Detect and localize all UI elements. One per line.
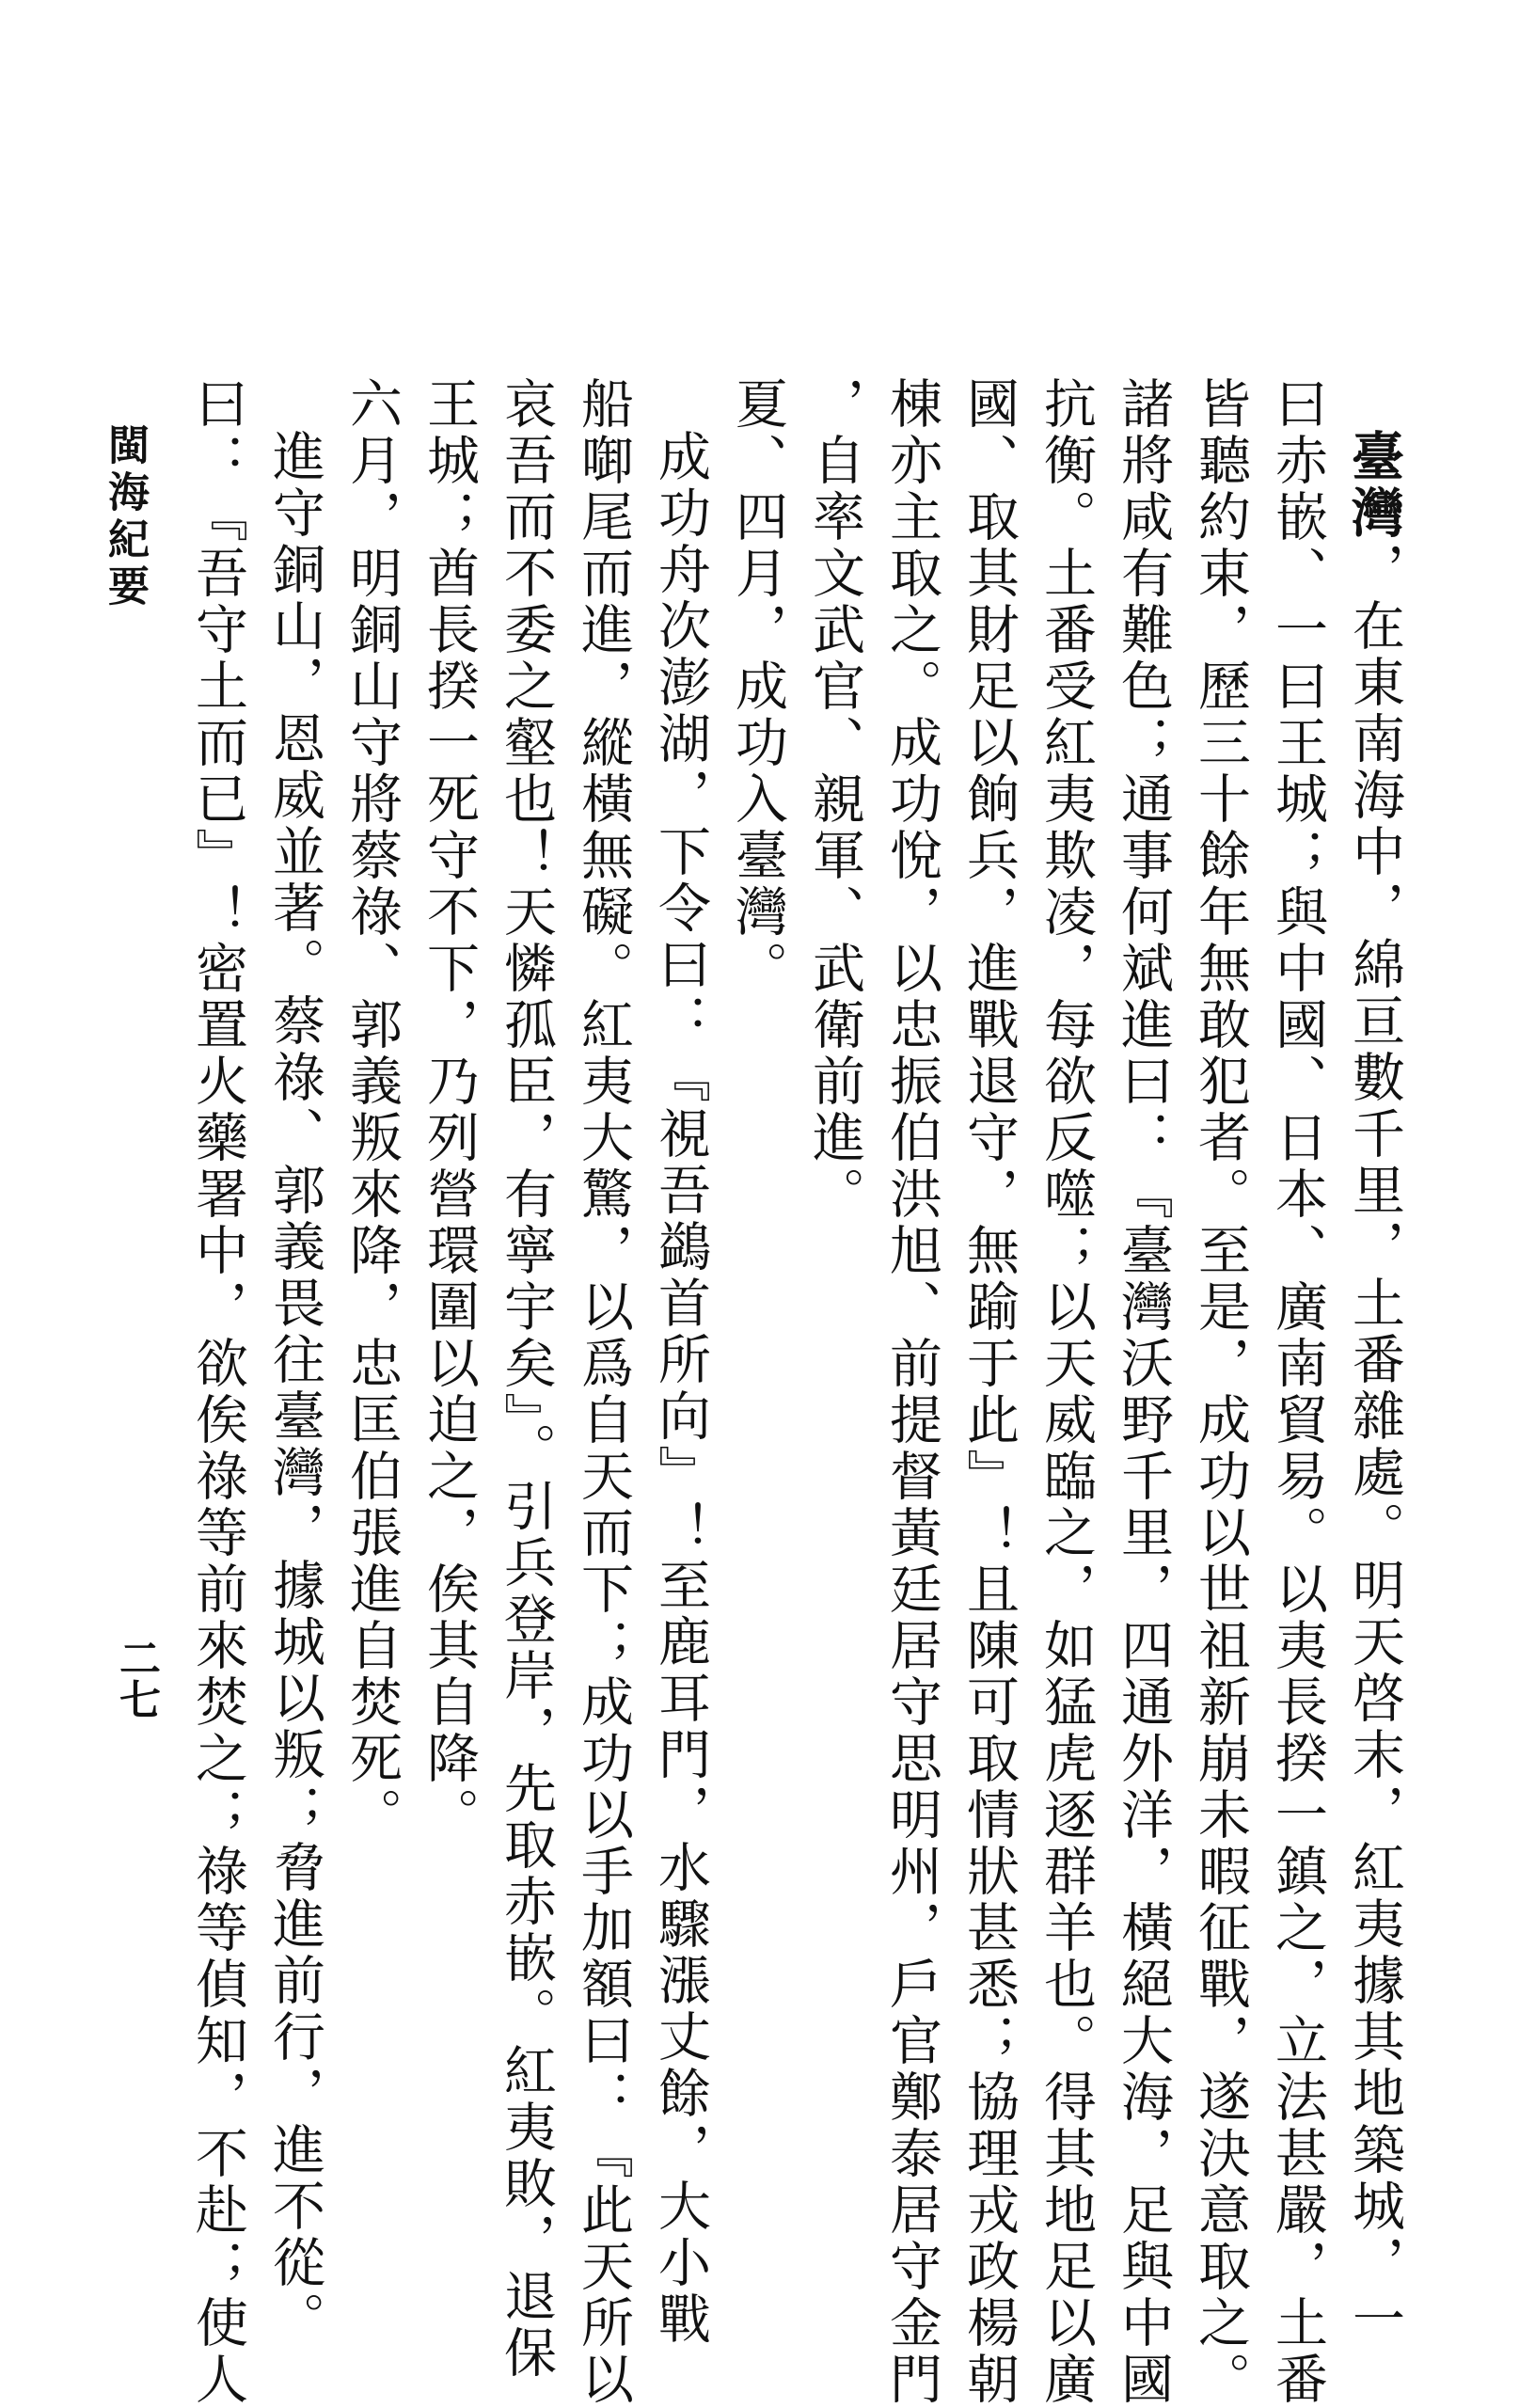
text-column-1 <box>1336 376 1413 2348</box>
section-heading-summer: 夏、四月，成功入臺灣。 <box>727 376 788 997</box>
running-title: 閩海紀要 <box>101 423 149 611</box>
page-number: 二七 <box>112 1637 160 1719</box>
heading-word: 臺灣 <box>1343 429 1405 542</box>
column-text: ，在東南海中，綿亘數千里，土番雜處。明天啓末，紅夷據其地築城，一 <box>1344 542 1405 2348</box>
text-column-15: 進守銅山，恩威並著。蔡祿、郭義畏往臺灣，據城以叛；脅進前行，進不從。 <box>264 429 325 2348</box>
text-column-8: ，自率文武官、親軍、武衛前進。 <box>804 376 865 1223</box>
text-column-11: 船啣尾而進，縱橫無礙。紅夷大驚，以爲自天而下；成功以手加額曰：『此天所以 <box>573 376 634 2408</box>
text-column-10: 成功舟次澎湖，下令曰：『視吾鷁首所向』！至鹿耳門，水驟漲丈餘，大小戰 <box>650 429 711 2348</box>
text-column-2: 曰赤嵌、一曰王城；與中國、日本、廣南貿易。以夷長揆一鎮之，立法甚嚴，土番 <box>1267 376 1328 2408</box>
text-column-7: 棟亦主取之。成功悅，以忠振伯洪旭、前提督黃廷居守思明州，戶官鄭泰居守金門 <box>881 376 942 2408</box>
text-column-3: 皆聽約束，歷三十餘年無敢犯者。至是，成功以世祖新崩未暇征戰，遂決意取之。 <box>1190 376 1251 2408</box>
main-text-block <box>187 376 1413 2408</box>
text-column-12: 哀吾而不委之壑也！天憐孤臣，有寧宇矣』。引兵登岸，先取赤嵌。紅夷敗，退保 <box>496 376 557 2382</box>
text-column-13: 王城；酋長揆一死守不下，乃列營環圍以迫之，俟其自降。 <box>419 376 480 1844</box>
text-column-6: 國、取其財足以餉兵，進戰退守，無踰于此』！且陳可取情狀甚悉；協理戎政楊朝 <box>958 376 1020 2408</box>
text-column-5: 抗衡。土番受紅夷欺凌，每欲反噬；以天威臨之，如猛虎逐群羊也。得其地足以廣 <box>1036 376 1097 2408</box>
text-column-4: 諸將咸有難色；通事何斌進曰：『臺灣沃野千里，四通外洋，橫絕大海，足與中國 <box>1113 376 1174 2408</box>
text-column-16: 曰：『吾守土而已』！密置火藥署中，欲俟祿等前來焚之；祿等偵知，不赴；使人 <box>187 376 248 2408</box>
section-heading-june: 六月，明銅山守將蔡祿、郭義叛來降，忠匡伯張進自焚死。 <box>341 376 403 1844</box>
